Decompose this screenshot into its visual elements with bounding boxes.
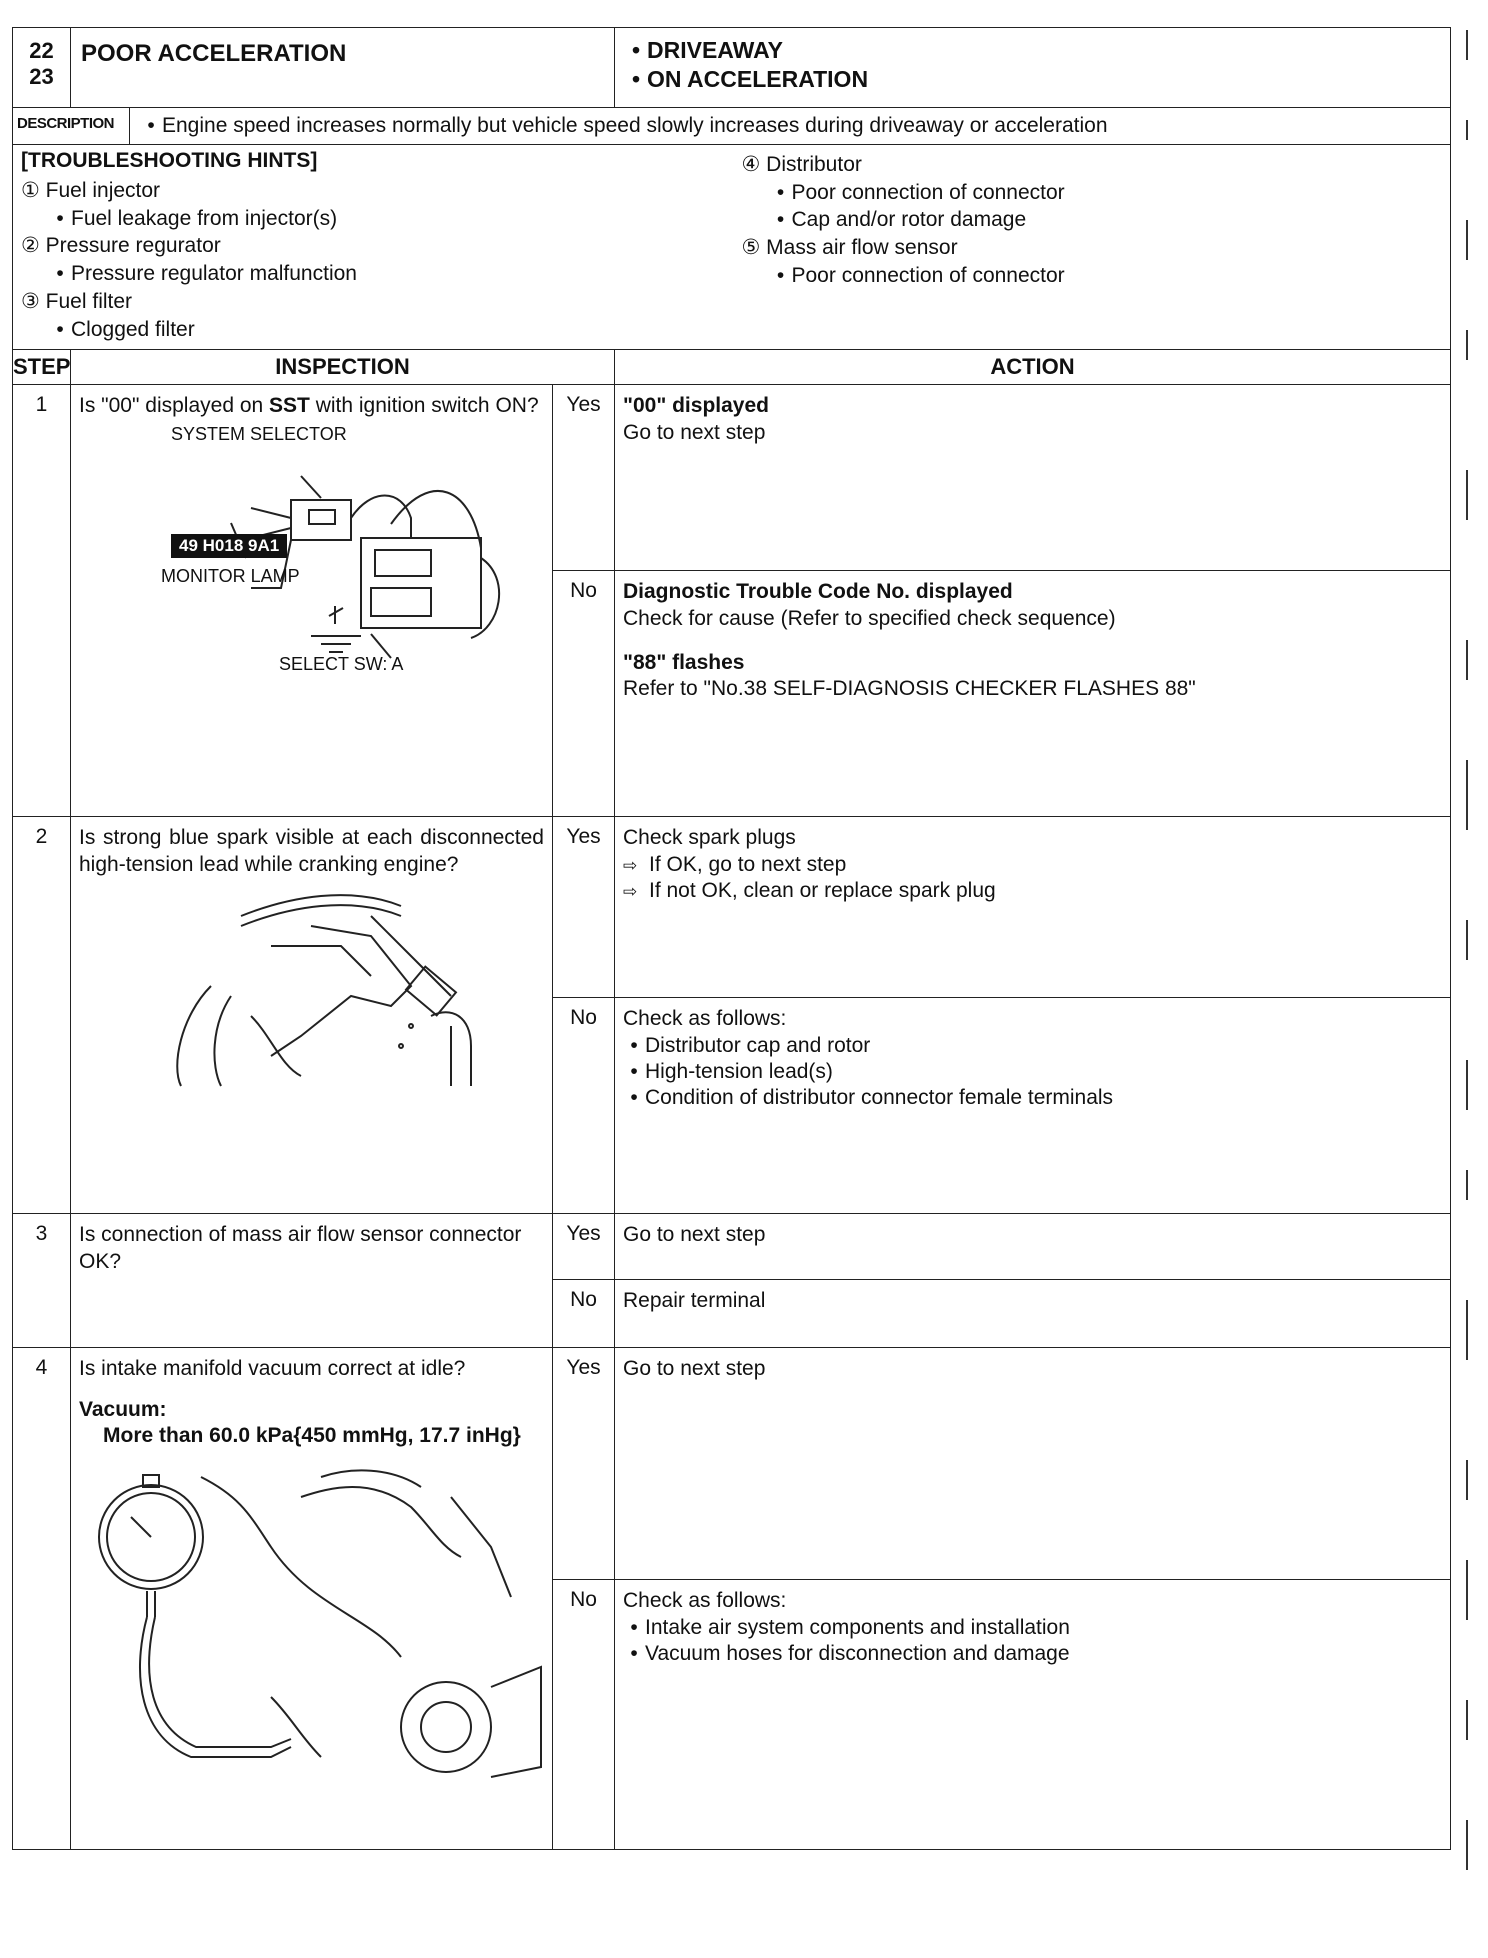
troubleshooting-page <box>12 27 1450 1850</box>
yes-label: Yes <box>566 825 601 849</box>
step-3-inspection: Is connection of mass air flow sensor connector OK? <box>79 1223 522 1273</box>
label-select-sw: SELECT SW: A <box>279 653 404 674</box>
step-2-yes-action: Check spark plugs ⇨ If OK, go to next step ⇨ If not OK, clean or replace spark plug <box>615 817 1450 912</box>
vacuum-gauge-diagram <box>71 1457 551 1787</box>
header-conditions-cell <box>615 28 1451 108</box>
hint-item: ① Fuel injector <box>21 179 161 202</box>
no-label: No <box>570 1288 597 1312</box>
step-number: 4 <box>35 1356 48 1380</box>
hint-item: ⑤ Mass air flow sensor <box>741 236 958 260</box>
condition-acceleration: • ON ACCELERATION <box>625 65 1440 94</box>
hint-item: ② Pressure regurator <box>21 234 221 258</box>
hint-detail: • Pressure regulator malfunction <box>21 260 722 288</box>
step-1-yes-row <box>13 385 1451 571</box>
condition-driveaway: • DRIVEAWAY <box>625 36 1440 65</box>
step-number: 3 <box>35 1222 48 1246</box>
spark-test-diagram <box>71 886 551 1096</box>
step-2-no-action: Check as follows: • Distributor cap and rotor • High-tension lead(s) • Condition of distributor connector female terminals <box>615 998 1450 1119</box>
yes-label: Yes <box>566 393 601 417</box>
step-2-inspection: Is strong blue spark visible at each disconnected high-tension lead while cranking engine? <box>79 826 544 876</box>
step-number: 2 <box>35 825 48 849</box>
hint-detail: • Cap and/or rotor damage <box>742 206 1443 234</box>
hints-right <box>722 151 1443 343</box>
step-4-no-action: Check as follows: • Intake air system components and installation • Vacuum hoses for disconnection and damage <box>615 1580 1450 1675</box>
step-1-no-action: Diagnostic Trouble Code No. displayed Check for cause (Refer to specified check sequence) "88" flashes Refer to "No.38 SELF-DIAGNOSIS CHECKER FLASHES 88" <box>623 580 1196 701</box>
hint-detail: • Clogged filter <box>21 316 722 344</box>
col-action: ACTION <box>990 354 1075 380</box>
step-3-yes-row <box>13 1214 1451 1280</box>
column-header-row <box>13 350 1451 385</box>
step-2-yes-row <box>13 817 1451 998</box>
yes-label: Yes <box>566 1222 601 1246</box>
description-label: DESCRIPTION <box>13 108 130 144</box>
header-number-2: 23 <box>29 64 54 90</box>
step-4-yes-action: Go to next step <box>623 1357 766 1381</box>
vacuum-figure <box>71 1457 552 1787</box>
step-4-inspection: Is intake manifold vacuum correct at idle? Vacuum: More than 60.0 kPa{450 mmHg, 17.7 inHg} <box>71 1348 552 1457</box>
header-title-cell <box>71 28 615 108</box>
step-3-yes-action: Go to next step <box>623 1223 766 1247</box>
hints-title: [TROUBLESHOOTING HINTS] <box>21 149 318 172</box>
troubleshooting-table <box>12 27 1451 1850</box>
label-monitor-lamp: MONITOR LAMP <box>161 565 300 586</box>
col-inspection: INSPECTION <box>275 354 410 380</box>
hint-detail: • Poor connection of connector <box>742 179 1443 207</box>
margin-scan-marks <box>1458 0 1478 1958</box>
header-number-cell <box>13 28 71 108</box>
header-number-1: 22 <box>29 38 54 63</box>
no-label: No <box>570 579 597 603</box>
description-text: • Engine speed increases normally but vehicle speed slowly increases during driveaway or acceleration <box>130 108 1118 144</box>
step-1-yes-action: "00" displayed Go to next step <box>623 394 769 444</box>
yes-label: Yes <box>566 1356 601 1380</box>
sst-figure <box>71 423 552 728</box>
hint-detail: • Fuel leakage from injector(s) <box>21 205 722 233</box>
label-system-selector: SYSTEM SELECTOR <box>171 423 347 444</box>
step-3-no-action: Repair terminal <box>623 1289 766 1313</box>
label-tool-number: 49 H018 9A1 <box>171 534 287 558</box>
no-label: No <box>570 1588 597 1612</box>
col-step: STEP <box>13 354 71 380</box>
page-title: POOR ACCELERATION <box>81 40 347 67</box>
step-number: 1 <box>35 393 48 417</box>
step-1-inspection: Is "00" displayed on SST with ignition switch ON? <box>79 394 539 418</box>
step-4-yes-row <box>13 1348 1451 1580</box>
hint-detail: • Poor connection of connector <box>742 262 1443 290</box>
header-row <box>13 28 1451 108</box>
hint-item: ③ Fuel filter <box>21 289 133 313</box>
hints-row <box>13 145 1451 350</box>
vacuum-spec: Vacuum: More than 60.0 kPa{450 mmHg, 17.7 inHg} <box>79 1397 521 1447</box>
no-label: No <box>570 1006 597 1030</box>
description-row <box>13 108 1451 145</box>
hints-left <box>21 177 722 343</box>
sst-diagram <box>71 428 551 728</box>
hint-item: ④ Distributor <box>741 153 862 176</box>
spark-figure <box>71 886 552 1096</box>
